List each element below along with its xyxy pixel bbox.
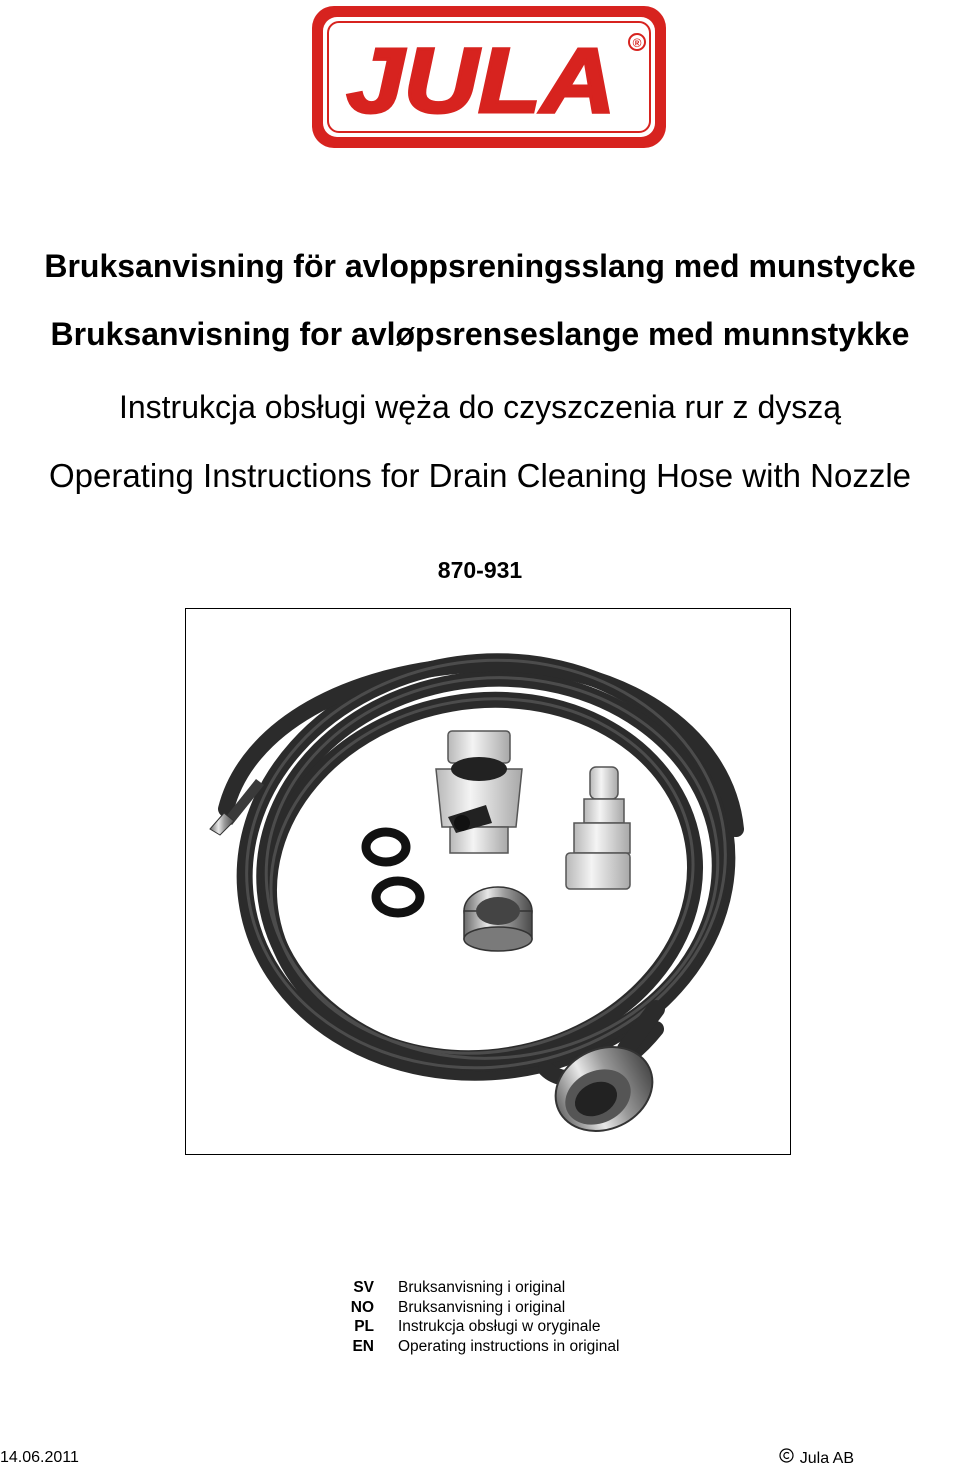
registered-mark: ® bbox=[632, 36, 642, 50]
title-norwegian: Bruksanvisning for avløpsrenseslange med munnstykke bbox=[50, 316, 910, 352]
language-row-sv bbox=[340, 1278, 619, 1298]
language-list bbox=[340, 1278, 619, 1356]
language-text: Instrukcja obsługi w oryginale bbox=[398, 1318, 601, 1336]
language-code: SV bbox=[353, 1279, 374, 1297]
footer-date: 14.06.2011 bbox=[0, 1449, 79, 1466]
footer-copyright bbox=[779, 1448, 854, 1468]
title-swedish: Bruksanvisning för avloppsreningsslang med munstycke bbox=[44, 248, 916, 284]
language-text: Bruksanvisning i original bbox=[398, 1298, 566, 1316]
language-row-pl bbox=[340, 1317, 619, 1337]
title-english: Operating Instructions for Drain Cleaning Hose with Nozzle bbox=[48, 457, 912, 494]
logo-wordmark: JULA bbox=[346, 29, 616, 132]
gasket-icon bbox=[366, 832, 420, 913]
language-code: PL bbox=[354, 1318, 374, 1336]
copyright-text: Jula AB bbox=[799, 1449, 854, 1467]
language-row-no bbox=[340, 1298, 619, 1318]
language-text: Operating instructions in original bbox=[398, 1337, 620, 1355]
metal-adapter-icon bbox=[464, 887, 532, 951]
jula-logo bbox=[310, 4, 668, 150]
title-polish: Instrukcja obsługi węża do czyszczenia rur z dyszą bbox=[118, 389, 842, 425]
language-row-en bbox=[340, 1337, 619, 1357]
tap-connector-icon bbox=[436, 731, 522, 853]
language-text: Bruksanvisning i original bbox=[398, 1279, 566, 1297]
language-code: NO bbox=[350, 1298, 374, 1316]
copyright-icon bbox=[779, 1448, 794, 1468]
article-number: 870-931 bbox=[437, 557, 523, 583]
hose-coil bbox=[218, 630, 754, 1104]
language-code: EN bbox=[352, 1337, 374, 1355]
quick-connector-icon bbox=[566, 767, 630, 889]
product-photo bbox=[185, 608, 791, 1155]
